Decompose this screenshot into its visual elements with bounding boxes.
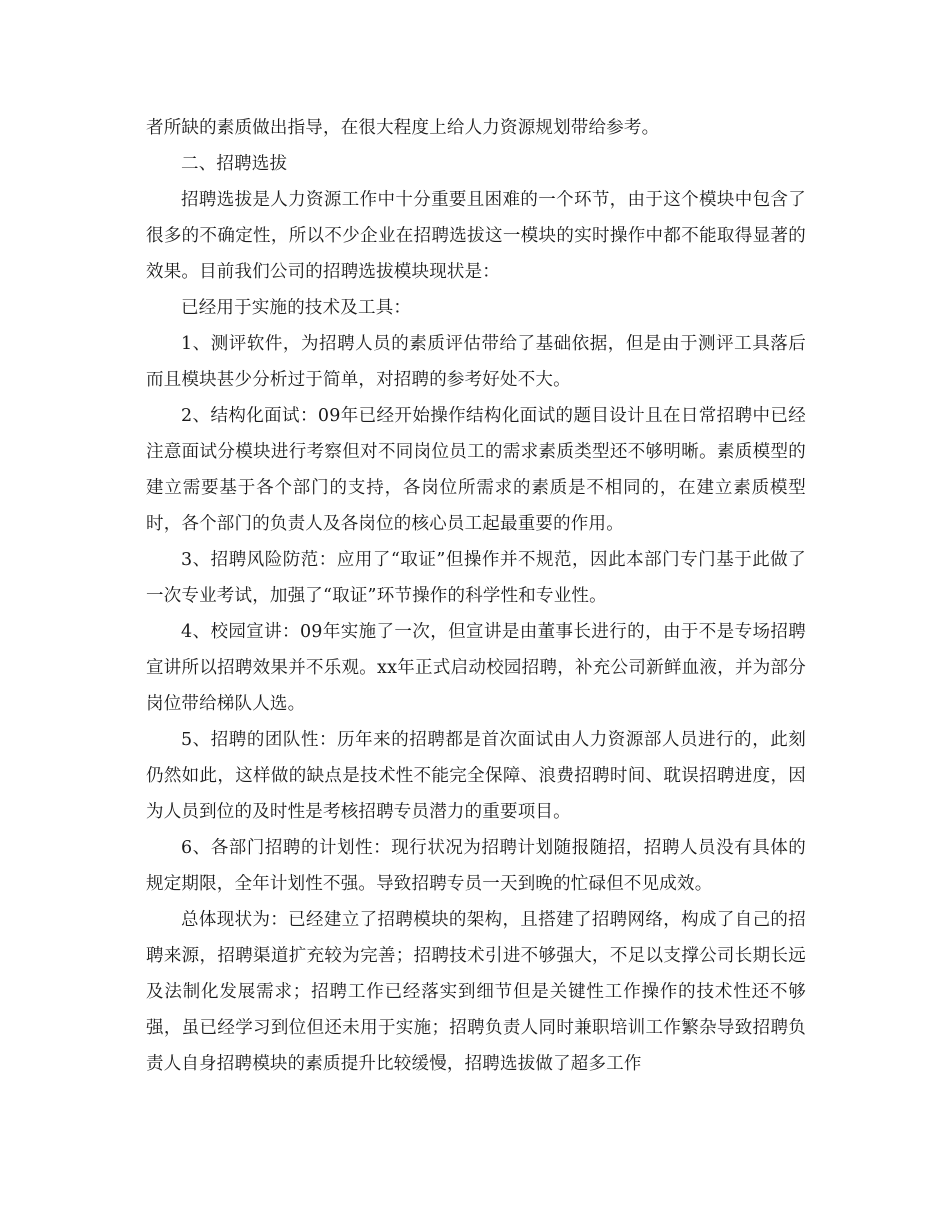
paragraph-item-5: 5、招聘的团队性：历年来的招聘都是首次面试由人力资源部人员进行的，此刻仍然如此，这样做的缺点是技术性不能完全保障、浪费招聘时间、耽误招聘进度，因为人员到位的及时性是考核招聘专员潜力的重要项目。: [146, 730, 806, 822]
paragraph-item-3: 3、招聘风险防范：应用了“取证”但操作并不规范，因此本部门专门基于此做了一次专业考试，加强了“取证”环节操作的科学性和专业性。: [146, 550, 806, 606]
paragraph-tools-heading: 已经用于实施的技术及工具：: [181, 298, 412, 318]
paragraph-item-6: 6、各部门招聘的计划性：现行状况为招聘计划随报随招，招聘人员没有具体的规定期限，全年计划性不强。导致招聘专员一天到晚的忙碌但不见成效。: [146, 838, 806, 894]
paragraph-item-4: 4、校园宣讲：09年实施了一次，但宣讲是由董事长进行的，由于不是专场招聘宣讲所以招聘效果并不乐观。xx年正式启动校园招聘，补充公司新鲜血液，并为部分岗位带给梯队人选。: [146, 622, 806, 714]
paragraph-summary: 总体现状为：已经建立了招聘模块的架构，且搭建了招聘网络，构成了自己的招聘来源，招聘渠道扩充较为完善；招聘技术引进不够强大，不足以支撑公司长期长远及法制化发展需求；招聘工作已经落实到细节但是关键性工作操作的技术性还不够强，虽已经学习到位但还未用于实施；招聘负责人同时兼职培训工作繁杂导致招聘负责人自身招聘模块的素质提升比较缓慢，招聘选拔做了超多工作: [146, 910, 806, 1074]
paragraph-item-1: 1、测评软件，为招聘人员的素质评估带给了基础依据，但是由于测评工具落后而且模块甚少分析过于简单，对招聘的参考好处不大。: [146, 334, 806, 390]
paragraph-item-2: 2、结构化面试：09年已经开始操作结构化面试的题目设计且在日常招聘中已经注意面试分模块进行考察但对不同岗位员工的需求素质类型还不够明晰。素质模型的建立需要基于各个部门的支持，各岗位所需求的素质是不相同的，在建立素质模型时，各个部门的负责人及各岗位的核心员工起最重要的作用。: [146, 406, 806, 534]
paragraph-continuation: 者所缺的素质做出指导，在很大程度上给人力资源规划带给参考。: [146, 118, 660, 138]
paragraph-intro: 招聘选拔是人力资源工作中十分重要且困难的一个环节，由于这个模块中包含了很多的不确定性，所以不少企业在招聘选拔这一模块的实时操作中都不能取得显著的效果。目前我们公司的招聘选拔模块现状是：: [146, 190, 806, 282]
document-body: [146, 110, 806, 1082]
section-heading-recruitment: 二、招聘选拔: [181, 154, 288, 174]
